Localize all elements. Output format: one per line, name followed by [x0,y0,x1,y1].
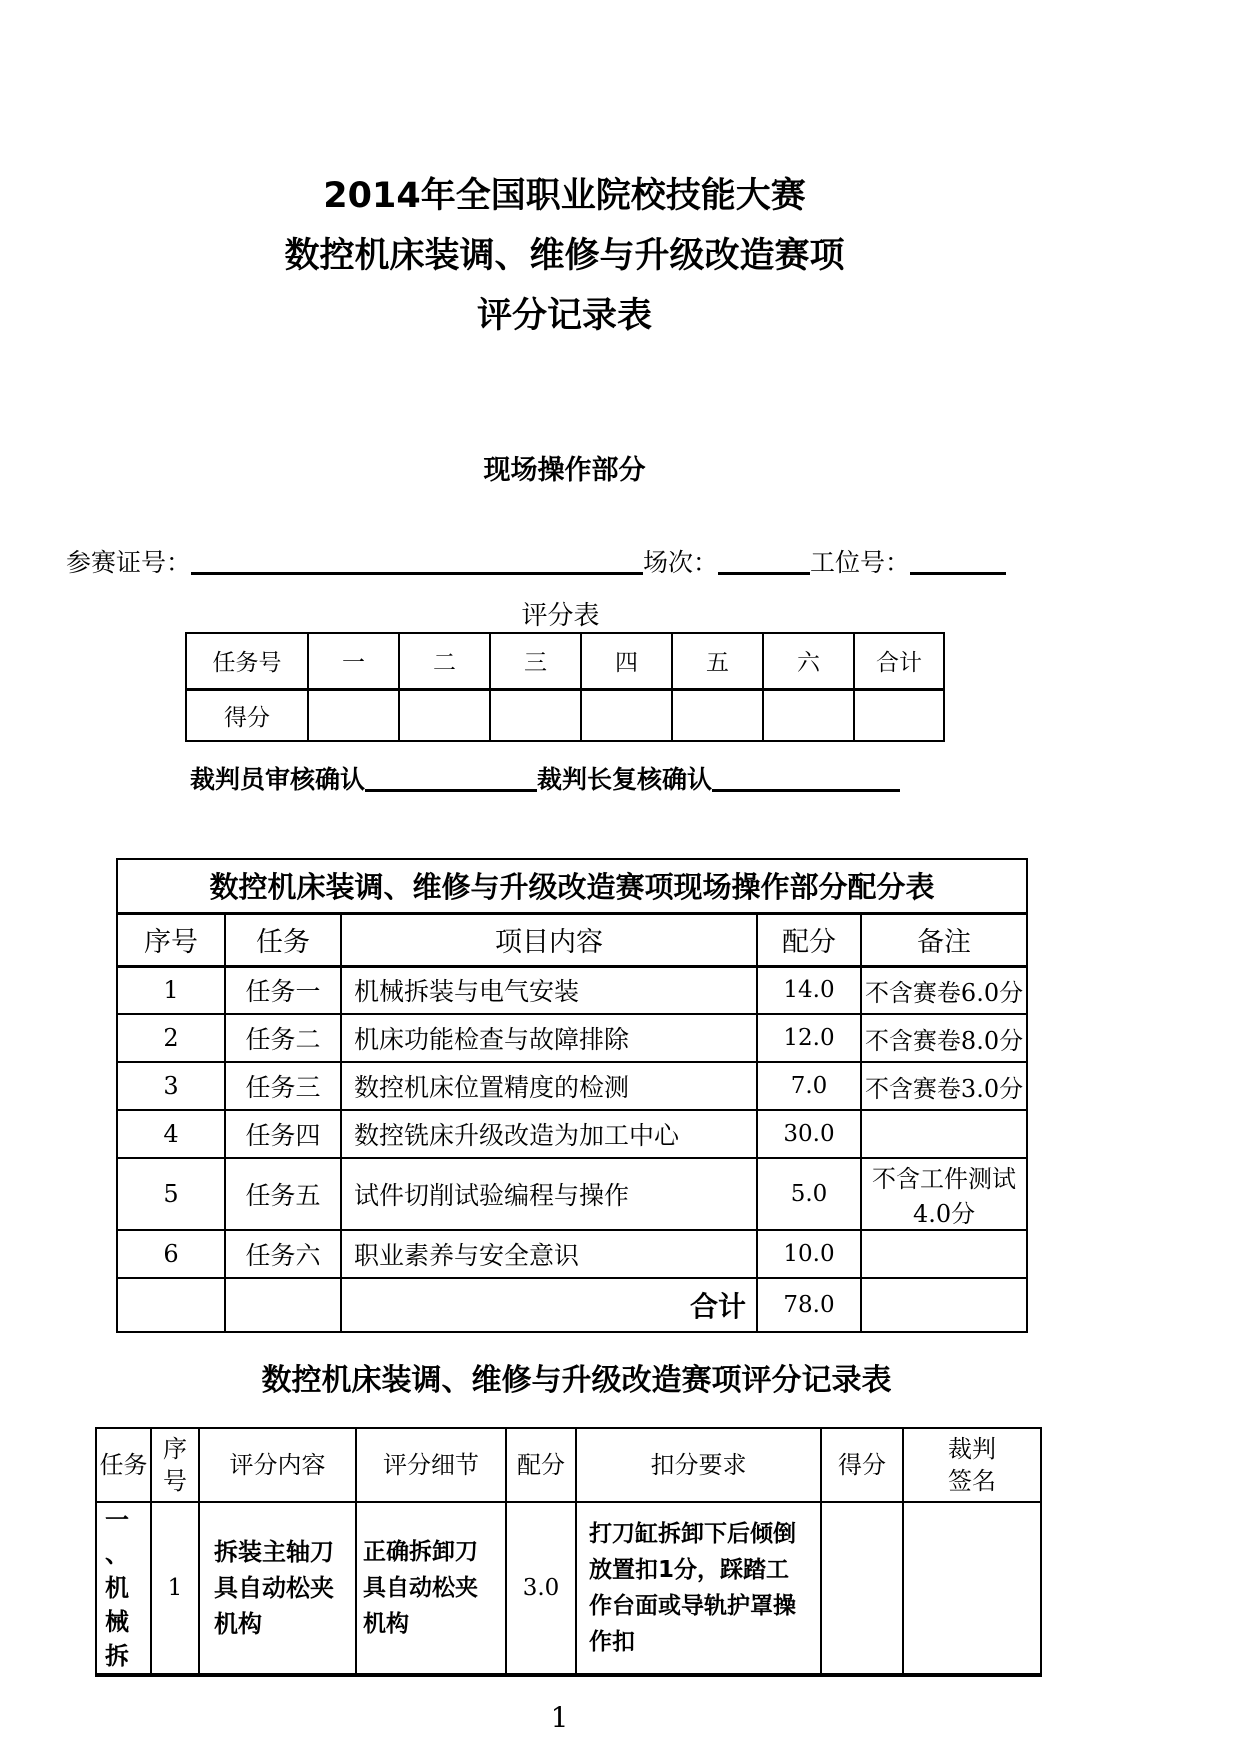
alloc-row-note: 不含赛卷6.0分 [861,966,1027,1014]
score-table [185,632,945,742]
record-row-content: 拆装主轴刀具自动松夹机构 [199,1502,356,1675]
score-cell-task-1[interactable] [308,689,399,741]
score-header-total: 合计 [854,633,944,689]
alloc-row-task: 任务三 [225,1062,341,1110]
record-row-deduction: 打刀缸拆卸下后倾倒放置扣1分，踩踏工作台面或导轨护罩操作扣 [576,1502,821,1675]
alloc-row-note: 不含工件测试4.0分 [861,1158,1027,1230]
record-header-task: 任务 [96,1428,151,1502]
alloc-row-points: 12.0 [757,1014,861,1062]
table-row [117,1110,1027,1158]
allocation-table-header-row [117,913,1027,966]
alloc-header-points: 配分 [757,913,861,966]
document-title-block [0,0,1241,346]
allocation-table [116,858,1028,1333]
alloc-header-note: 备注 [861,913,1027,966]
alloc-row-task: 任务二 [225,1014,341,1062]
record-table-title: 数控机床装调、维修与升级改造赛项评分记录表 [261,1363,892,1398]
station-label: 工位号： [810,548,911,577]
alloc-row-points: 30.0 [757,1110,861,1158]
table-row [117,1230,1027,1278]
record-header-no: 序号 [151,1428,199,1502]
score-table-score-row [186,689,944,741]
alloc-total-empty-no [117,1278,225,1332]
alloc-row-task: 任务六 [225,1230,341,1278]
alloc-row-content: 数控铣床升级改造为加工中心 [341,1110,757,1158]
score-header-task-no: 任务号 [186,633,308,689]
score-header-task-5: 五 [672,633,763,689]
alloc-row-content: 试件切削试验编程与操作 [341,1158,757,1230]
referee-signature-blank[interactable] [365,766,537,792]
record-header-score: 得分 [821,1428,903,1502]
record-header-detail: 评分细节 [356,1428,506,1502]
confirm-line [0,760,1241,796]
alloc-row-note [861,1230,1027,1278]
allocation-table-total-row [117,1278,1027,1332]
alloc-row-note: 不含赛卷8.0分 [861,1014,1027,1062]
alloc-row-no: 4 [117,1110,225,1158]
alloc-row-points: 14.0 [757,966,861,1014]
alloc-header-content: 项目内容 [341,913,757,966]
page-number: 1 [550,1701,569,1734]
score-cell-total[interactable] [854,689,944,741]
record-table [95,1427,1042,1677]
alloc-row-note: 不含赛卷3.0分 [861,1062,1027,1110]
alloc-header-no: 序号 [117,913,225,966]
table-row [117,1062,1027,1110]
score-cell-task-5[interactable] [672,689,763,741]
score-cell-task-2[interactable] [399,689,490,741]
record-row-detail: 正确拆卸刀具自动松夹机构 [356,1502,506,1675]
score-header-task-3: 三 [490,633,581,689]
referee-confirm-label: 裁判员审核确认 [190,765,366,794]
record-row-score-cell[interactable] [821,1502,903,1675]
alloc-total-empty-note [861,1278,1027,1332]
score-table-title: 评分表 [521,601,600,631]
alloc-row-content: 职业素养与安全意识 [341,1230,757,1278]
station-blank[interactable] [910,549,1006,575]
table-row [96,1502,1041,1675]
chief-signature-blank[interactable] [712,766,900,792]
table-row [117,966,1027,1014]
score-header-task-4: 四 [581,633,672,689]
alloc-row-no: 3 [117,1062,225,1110]
chief-confirm-label: 裁判长复核确认 [537,765,713,794]
entry-line [0,543,1241,579]
alloc-row-content: 数控机床位置精度的检测 [341,1062,757,1110]
record-row-signature-cell[interactable] [903,1502,1041,1675]
table-row [117,1014,1027,1062]
alloc-row-points: 5.0 [757,1158,861,1230]
score-header-task-6: 六 [763,633,854,689]
record-row-task: 一 、机 械拆 [96,1502,151,1675]
title-line-3: 评分记录表 [476,296,652,336]
alloc-row-content: 机床功能检查与故障排除 [341,1014,757,1062]
session-label: 场次： [643,548,719,577]
record-header-signature: 裁判签名 [903,1428,1041,1502]
allocation-table-title-row [117,859,1027,913]
score-row-label: 得分 [186,689,308,741]
alloc-row-points: 7.0 [757,1062,861,1110]
alloc-total-empty-task [225,1278,341,1332]
alloc-row-task: 任务五 [225,1158,341,1230]
table-row [117,1158,1027,1230]
record-header-points: 配分 [506,1428,576,1502]
alloc-row-task: 任务一 [225,966,341,1014]
alloc-row-no: 2 [117,1014,225,1062]
score-header-task-1: 一 [308,633,399,689]
alloc-row-note [861,1110,1027,1158]
session-blank[interactable] [718,549,810,575]
title-line-2: 数控机床装调、维修与升级改造赛项 [284,236,845,276]
alloc-row-no: 1 [117,966,225,1014]
alloc-total-label: 合计 [341,1278,757,1332]
alloc-total-points: 78.0 [757,1278,861,1332]
section-heading: 现场操作部分 [483,455,646,486]
score-cell-task-3[interactable] [490,689,581,741]
contestant-id-blank[interactable] [191,549,643,575]
alloc-header-task: 任务 [225,913,341,966]
alloc-row-content: 机械拆装与电气安装 [341,966,757,1014]
score-header-task-2: 二 [399,633,490,689]
score-cell-task-6[interactable] [763,689,854,741]
alloc-row-points: 10.0 [757,1230,861,1278]
allocation-table-title: 数控机床装调、维修与升级改造赛项现场操作部分配分表 [117,859,1027,913]
record-row-points: 3.0 [506,1502,576,1675]
record-header-content: 评分内容 [199,1428,356,1502]
score-cell-task-4[interactable] [581,689,672,741]
record-header-deduction: 扣分要求 [576,1428,821,1502]
score-table-header-row [186,633,944,689]
alloc-row-no: 5 [117,1158,225,1230]
title-line-1: 2014年全国职业院校技能大赛 [323,176,806,216]
record-row-no: 1 [151,1502,199,1675]
record-table-header-row [96,1428,1041,1502]
alloc-row-no: 6 [117,1230,225,1278]
contestant-id-label: 参赛证号： [66,548,192,577]
alloc-row-task: 任务四 [225,1110,341,1158]
